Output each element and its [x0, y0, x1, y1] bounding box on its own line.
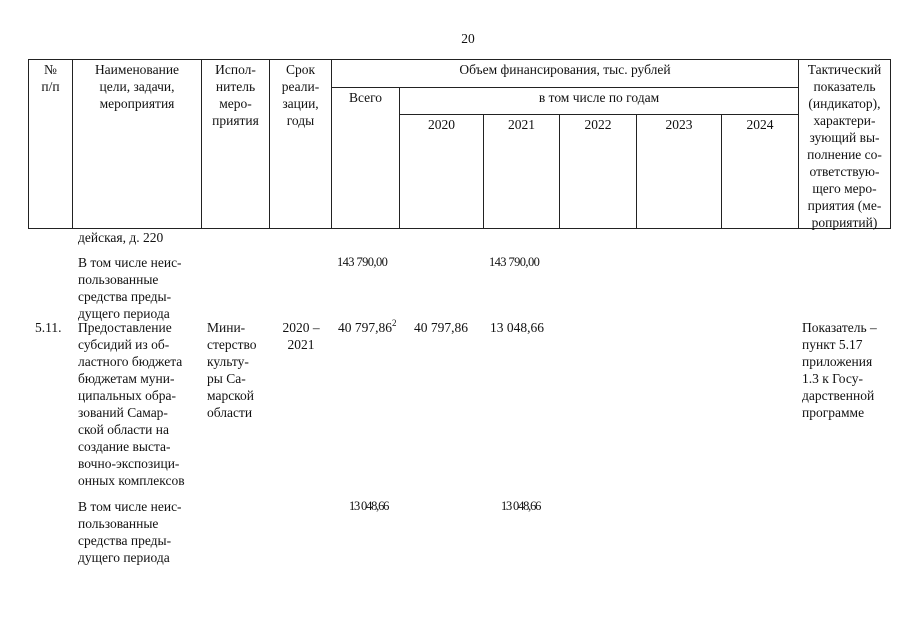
header-funding: Объем финансирования, тыс. рублей: [459, 62, 671, 77]
row-indicator: Показатель – пункт 5.17 приложения 1.3 к Госу- дарственной программе: [802, 320, 877, 420]
header-vline: [399, 87, 400, 229]
row-term: 2020 – 2021: [282, 320, 320, 352]
header-vline: [890, 59, 891, 229]
row-2021-unused-2: 13 048,66: [501, 499, 541, 513]
row-name-5-11: Предоставление субсидий из об- ластного бюджета бюджетам муни- ципальных обра- зований Самар- ской области на создание выста- вочно-экспозици- онных комплексов: [78, 320, 185, 488]
header-year-2024: 2024: [746, 117, 774, 132]
header-indicator: Тактический показатель (индикатор), характери- зующий вы- полнение со- ответствую- щего меро- приятия (ме- роприятий): [807, 62, 882, 230]
header-year-2021: 2021: [508, 117, 535, 132]
row-total-5-11: 40 797,86$^2$: [338, 317, 397, 335]
header-years-divider: [399, 114, 798, 115]
header-vline: [331, 59, 332, 229]
row-total-unused-1: 143 790,00: [337, 255, 388, 269]
row-2020-5-11: 40 797,86: [414, 320, 468, 335]
header-year-2020: 2020: [428, 117, 455, 132]
header-year-2023: 2023: [665, 117, 693, 132]
row-2021-unused-1: 143 790,00: [489, 255, 540, 269]
header-total: Всего: [348, 90, 383, 105]
header-executor: Испол- нитель меро- приятия: [212, 62, 259, 128]
row-name-unused-1: В том числе неис- пользованные средства преды- дущего периода: [78, 255, 182, 321]
row-total-unused-2: 13 048,66: [349, 499, 389, 513]
header-by-years: в том числе по годам: [538, 90, 660, 105]
header-top-border: [28, 59, 891, 60]
footnote-mark: 2: [392, 317, 397, 328]
page-number: 20: [461, 31, 475, 46]
row-name-unused-2: В том числе неис- пользованные средства преды- дущего периода: [78, 499, 182, 565]
continuation-text: дейская, д. 220: [78, 230, 164, 245]
header-year-2022: 2022: [584, 117, 612, 132]
header-term: Срок реали- зации, годы: [281, 62, 320, 128]
row-2021-5-11: 13 048,66: [490, 320, 544, 335]
header-name: Наименование цели, задачи, мероприятия: [94, 62, 180, 111]
header-num: № п/п: [41, 62, 60, 94]
row-number: 5.11.: [35, 320, 62, 335]
header-funding-divider: [331, 87, 798, 88]
row-executor: Мини- стерство культу- ры Са- марской области: [207, 320, 257, 420]
